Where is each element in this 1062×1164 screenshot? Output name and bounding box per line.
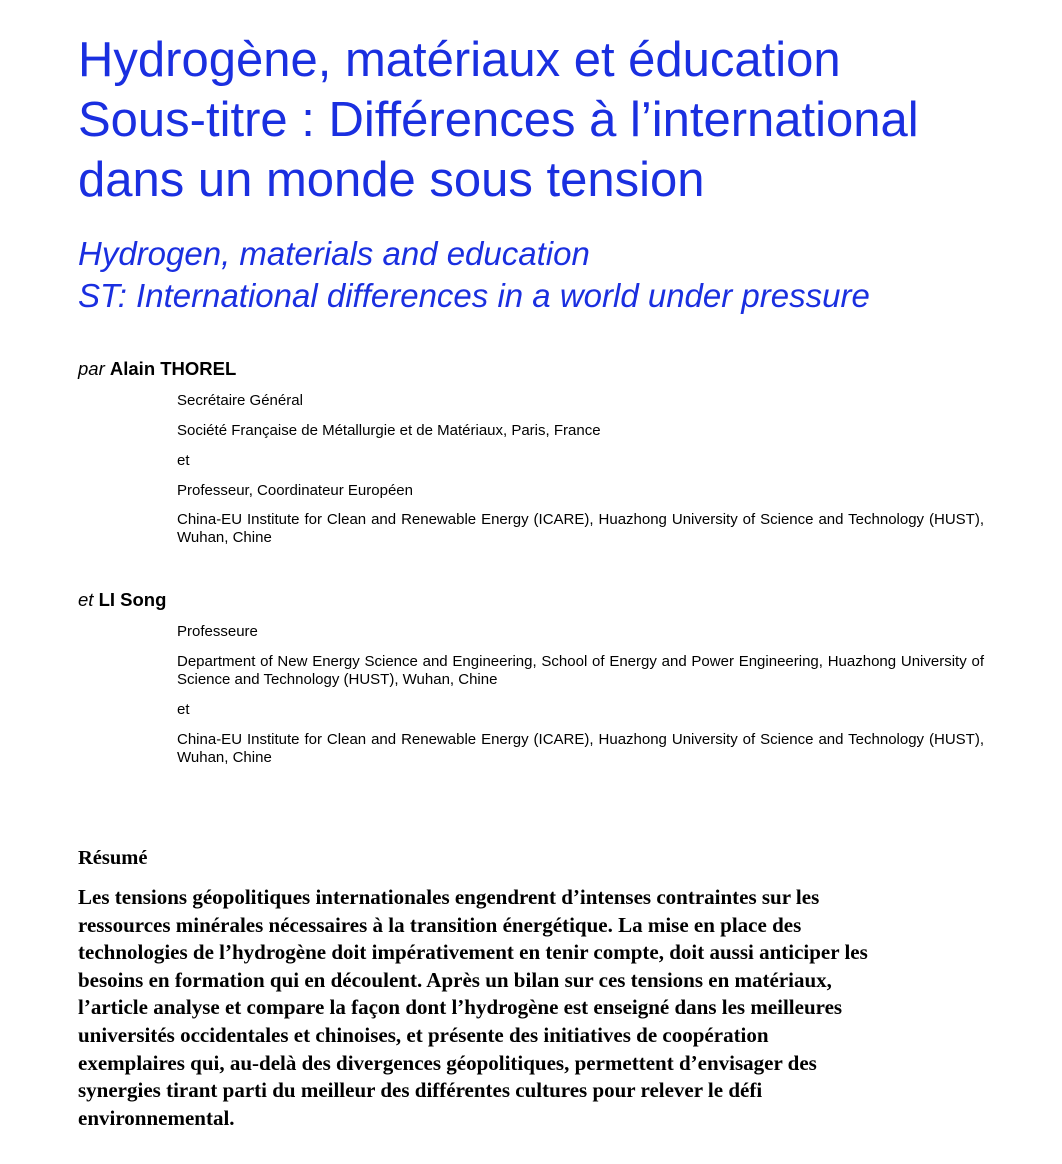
abstract-line: environnemental. xyxy=(78,1105,235,1130)
title-french-line: dans un monde sous tension xyxy=(78,153,705,207)
title-english-line: ST: International differences in a world under pressure xyxy=(78,277,870,314)
title-french-line: Hydrogène, matériaux et éducation xyxy=(78,33,841,87)
title-french xyxy=(78,30,1038,210)
author-2-affiliation: Professeure xyxy=(177,623,258,640)
abstract-line: ressources minérales nécessaires à la transition énergétique. La mise en place des xyxy=(78,912,802,937)
author-line-1 xyxy=(78,358,236,380)
author-1-affiliation: Secrétaire Général xyxy=(177,392,303,409)
author-conjunction: et xyxy=(78,589,94,610)
author-1-affiliation: China-EU Institute for Clean and Renewable Energy (ICARE), Huazhong University of Science and Technology (HUST), Wuhan, Chine xyxy=(177,511,984,546)
abstract-line: synergies tirant parti du meilleur des différentes cultures pour relever le défi xyxy=(78,1078,763,1103)
abstract-line: exemplaires qui, au-delà des divergences géopolitiques, permettent d’envisager des xyxy=(78,1050,817,1075)
abstract-line: technologies de l’hydrogène doit impérativement en tenir compte, doit aussi anticiper les xyxy=(78,940,868,965)
author-name: LI Song xyxy=(98,589,167,610)
author-2-affiliation: China-EU Institute for Clean and Renewable Energy (ICARE), Huazhong University of Science and Technology (HUST), Wuhan, Chine xyxy=(177,731,984,766)
author-line-2 xyxy=(78,589,166,611)
title-french-line: Sous-titre : Différences à l’international xyxy=(78,93,919,147)
abstract-line: Les tensions géopolitiques internationales engendrent d’intenses contraintes sur les xyxy=(78,885,820,909)
abstract-line: besoins en formation qui en découlent. Après un bilan sur ces tensions en matériaux, xyxy=(78,967,832,992)
title-english xyxy=(78,233,1038,317)
abstract-body xyxy=(78,884,988,1132)
abstract-line: universités occidentales et chinoises, et présente des initiatives de coopération xyxy=(78,1022,769,1047)
author-1-affiliation: Professeur, Coordinateur Européen xyxy=(177,482,413,499)
abstract-heading: Résumé xyxy=(78,847,148,869)
title-english-line: Hydrogen, materials and education xyxy=(78,235,590,272)
author-1-affiliation: Société Française de Métallurgie et de Matériaux, Paris, France xyxy=(177,422,601,439)
author-2-affiliation: et xyxy=(177,701,190,718)
author-2-affiliation: Department of New Energy Science and Engineering, School of Energy and Power Engineering, Huazhong University of Science and Technology (HUST), Wuhan, Chine xyxy=(177,653,984,688)
author-conjunction: par xyxy=(78,358,105,379)
author-1-affiliation: et xyxy=(177,452,190,469)
abstract-line: l’article analyse et compare la façon dont l’hydrogène est enseigné dans les meilleures xyxy=(78,995,843,1020)
author-name: Alain THOREL xyxy=(109,358,237,379)
